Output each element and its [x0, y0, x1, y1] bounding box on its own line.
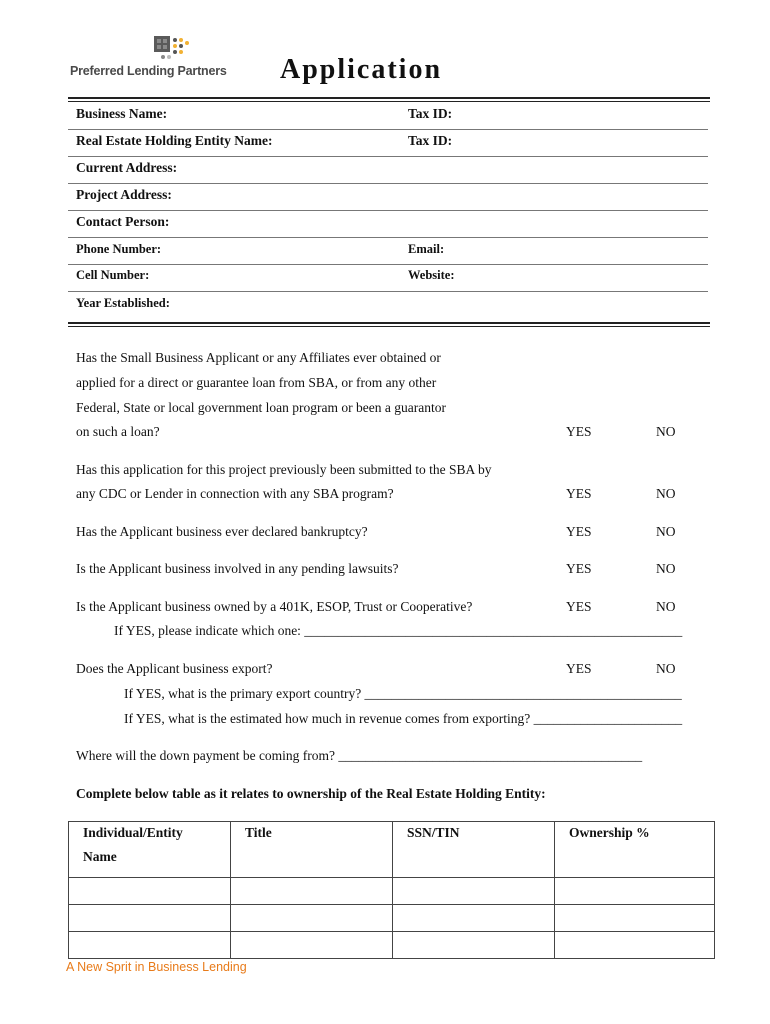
- column-header-name-line2: Name: [83, 849, 117, 864]
- column-header-ownership: [555, 822, 715, 878]
- yes-option[interactable]: YES: [566, 561, 592, 576]
- project-address-label: Project Address:: [76, 187, 172, 202]
- footer-slogan: A New Sprit in Business Lending: [66, 960, 247, 974]
- column-header-title-text: Title: [245, 825, 272, 840]
- table-cell[interactable]: [555, 878, 715, 905]
- no-option[interactable]: NO: [656, 599, 676, 614]
- down-payment-field[interactable]: Where will the down payment be coming from? _____________________________________________: [76, 748, 643, 763]
- contact-person-label: Contact Person:: [76, 214, 170, 229]
- divider: [68, 156, 708, 157]
- divider: [68, 291, 708, 292]
- yes-option[interactable]: YES: [566, 424, 592, 439]
- yes-option[interactable]: YES: [566, 661, 592, 676]
- dot-grid-logo-icon: [154, 36, 194, 62]
- table-cell[interactable]: [231, 878, 393, 905]
- divider: [68, 237, 708, 238]
- divider: [68, 183, 708, 184]
- column-header-title: [231, 822, 393, 878]
- column-header-ssn-text: SSN/TIN: [407, 825, 460, 840]
- yes-option[interactable]: YES: [566, 486, 592, 501]
- no-option[interactable]: NO: [656, 661, 676, 676]
- table-cell[interactable]: [69, 932, 231, 959]
- question-lawsuits: Is the Applicant business involved in any pending lawsuits?: [76, 561, 399, 576]
- table-cell[interactable]: [69, 905, 231, 932]
- table-row: [69, 878, 715, 905]
- table-cell[interactable]: [555, 932, 715, 959]
- table-header-row: [69, 822, 715, 878]
- question-line: on such a loan?: [76, 424, 160, 439]
- current-address-label: Current Address:: [76, 160, 178, 175]
- column-header-name: [69, 822, 231, 878]
- no-option[interactable]: NO: [656, 524, 676, 539]
- table-cell[interactable]: [555, 905, 715, 932]
- ownership-type-field[interactable]: If YES, please indicate which one: ________________________________________________________: [114, 623, 683, 638]
- divider: [68, 264, 708, 265]
- table-row: [69, 932, 715, 959]
- table-cell[interactable]: [231, 932, 393, 959]
- question-ownership-type: Is the Applicant business owned by a 401K, ESOP, Trust or Cooperative?: [76, 599, 473, 614]
- question-line: Federal, State or local government loan program or been a guarantor: [76, 400, 446, 415]
- export-revenue-field[interactable]: If YES, what is the estimated how much in revenue comes from exporting? ______________________: [124, 711, 683, 726]
- column-header-ssn: [393, 822, 555, 878]
- page-title: Application: [280, 54, 443, 85]
- divider: [68, 129, 708, 130]
- question-line: applied for a direct or guarantee loan from SBA, or from any other: [76, 375, 437, 390]
- no-option[interactable]: NO: [656, 561, 676, 576]
- ownership-table: [68, 821, 715, 959]
- divider-bottom: [68, 322, 710, 327]
- table-cell[interactable]: [393, 932, 555, 959]
- tax-id-label: Tax ID:: [408, 106, 453, 121]
- divider: [68, 210, 708, 211]
- table-cell[interactable]: [393, 905, 555, 932]
- question-line: Has the Small Business Applicant or any Affiliates ever obtained or: [76, 350, 441, 365]
- cell-label: Cell Number:: [76, 268, 150, 282]
- column-header-ownership-text: Ownership %: [569, 825, 650, 840]
- email-label: Email:: [408, 242, 445, 256]
- question-line: any CDC or Lender in connection with any SBA program?: [76, 486, 394, 501]
- phone-label: Phone Number:: [76, 242, 162, 256]
- table-cell[interactable]: [231, 905, 393, 932]
- question-bankruptcy: Has the Applicant business ever declared bankruptcy?: [76, 524, 368, 539]
- question-line: Has this application for this project previously been submitted to the SBA by: [76, 462, 492, 477]
- logo-company-name: Preferred Lending Partners: [70, 64, 227, 78]
- no-option[interactable]: NO: [656, 424, 676, 439]
- export-country-field[interactable]: If YES, what is the primary export country? _______________________________________________: [124, 686, 682, 701]
- table-intro: Complete below table as it relates to ownership of the Real Estate Holding Entity:: [76, 786, 546, 801]
- business-name-label: Business Name:: [76, 106, 168, 121]
- tax-id-label: Tax ID:: [408, 133, 453, 148]
- table-row: [69, 905, 715, 932]
- question-export: Does the Applicant business export?: [76, 661, 273, 676]
- divider-top: [68, 97, 710, 102]
- table-cell[interactable]: [69, 878, 231, 905]
- no-option[interactable]: NO: [656, 486, 676, 501]
- column-header-name-line1: Individual/Entity: [83, 825, 183, 840]
- yes-option[interactable]: YES: [566, 599, 592, 614]
- yes-option[interactable]: YES: [566, 524, 592, 539]
- year-established-label: Year Established:: [76, 296, 170, 310]
- website-label: Website:: [408, 268, 455, 282]
- table-cell[interactable]: [393, 878, 555, 905]
- re-holding-entity-label: Real Estate Holding Entity Name:: [76, 133, 273, 148]
